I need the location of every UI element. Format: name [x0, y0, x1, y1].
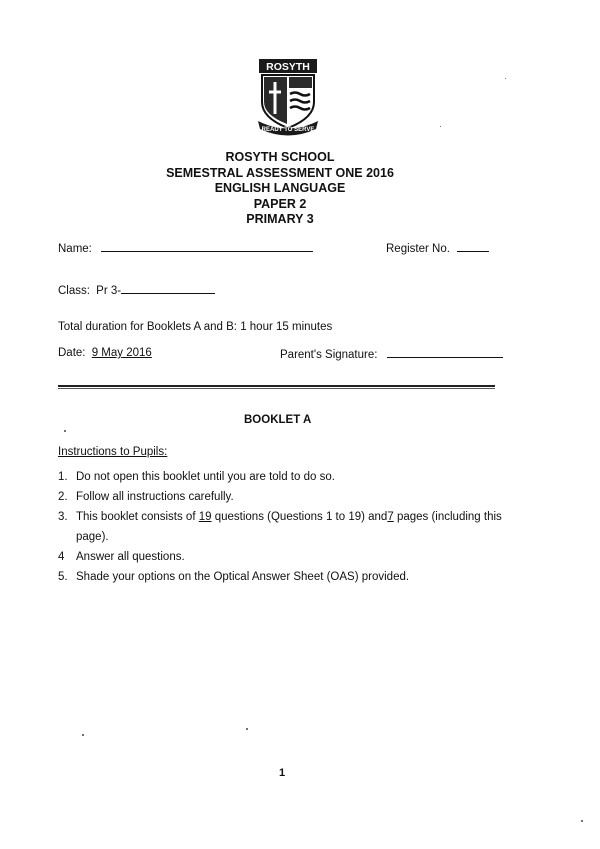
- scan-speck: [64, 430, 66, 432]
- instruction-number: 5.: [58, 571, 68, 583]
- booklet-title: BOOKLET A: [244, 414, 312, 426]
- instruction-item: [58, 487, 508, 507]
- name-blank[interactable]: [101, 241, 313, 252]
- subject-title: ENGLISH LANGUAGE: [214, 181, 346, 195]
- instructions-heading: Instructions to Pupils:: [58, 446, 168, 458]
- instructions-list: [58, 467, 508, 587]
- class-prefix: Pr 3-: [96, 285, 122, 297]
- scan-speck: [246, 728, 248, 730]
- divider-line: [58, 385, 495, 387]
- instruction-text: Follow all instructions carefully.: [76, 491, 234, 503]
- instruction-number: 4: [58, 551, 65, 563]
- scan-speck: [505, 78, 506, 79]
- paper-title: PAPER 2: [253, 196, 307, 211]
- instruction-text: Answer all questions.: [76, 551, 185, 563]
- page-count: 7: [387, 511, 394, 523]
- signature-label: Parent's Signature:: [280, 349, 378, 361]
- level-title: PRIMARY 3: [246, 212, 314, 226]
- scan-speck: [581, 820, 583, 822]
- school-crest-logo: [256, 58, 320, 136]
- instruction-item: [58, 467, 508, 487]
- divider-line-secondary: [58, 388, 495, 389]
- exam-heading: [0, 150, 560, 228]
- instruction-text: This booklet consists of 19 questions (Questions 1 to 19) and7 pages (including this page).: [76, 511, 502, 543]
- school-name: ROSYTH SCHOOL: [225, 150, 335, 164]
- scan-speck: [82, 734, 84, 736]
- instruction-number: 3.: [58, 511, 68, 523]
- date-value: 9 May 2016: [91, 347, 152, 359]
- date-label: Date:: [58, 347, 86, 359]
- instruction-item: [58, 507, 508, 547]
- assessment-title: SEMESTRAL ASSESSMENT ONE 2016: [166, 165, 394, 180]
- instruction-number: 2.: [58, 491, 68, 503]
- class-field: [58, 283, 215, 297]
- date-field: [58, 347, 152, 359]
- page-number: 1: [279, 767, 286, 779]
- signature-field: [280, 347, 503, 361]
- instruction-text: Do not open this booklet until you are told to do so.: [76, 471, 335, 483]
- register-field: [386, 241, 489, 255]
- question-count: 19: [198, 511, 212, 523]
- name-field: [58, 241, 313, 255]
- scan-speck: [440, 126, 441, 127]
- name-label: Name:: [58, 243, 92, 255]
- signature-blank[interactable]: [387, 347, 503, 358]
- class-blank[interactable]: [121, 283, 215, 294]
- instruction-item: [58, 547, 508, 567]
- instruction-number: 1.: [58, 471, 68, 483]
- register-label: Register No.: [386, 243, 450, 255]
- svg-text:ROSYTH: ROSYTH: [266, 61, 310, 73]
- register-blank[interactable]: [457, 241, 489, 252]
- instruction-item: [58, 567, 508, 587]
- instruction-text: Shade your options on the Optical Answer Sheet (OAS) provided.: [76, 571, 410, 583]
- duration-text: Total duration for Booklets A and B: 1 hour 15 minutes: [58, 321, 333, 333]
- svg-text:READY TO SERVE: READY TO SERVE: [261, 127, 315, 133]
- class-label: Class:: [58, 285, 90, 297]
